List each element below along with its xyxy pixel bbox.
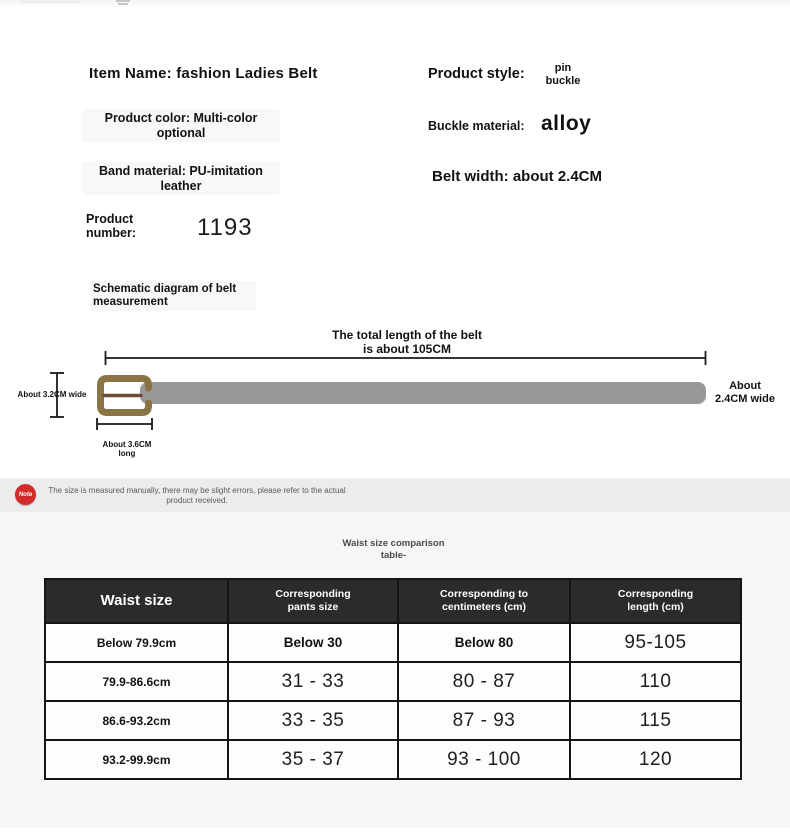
buckle-length-label: About 3.6CM long xyxy=(102,440,152,458)
cell-waist: 93.2-99.9cm xyxy=(45,740,228,779)
schematic-title: Schematic diagram of belt measurement xyxy=(90,281,256,311)
buckle-material-label: Buckle material: xyxy=(428,119,525,133)
cell-length: 115 xyxy=(570,701,741,740)
cell-cm: 87 - 93 xyxy=(398,701,570,740)
buckle-material-value: alloy xyxy=(541,112,592,135)
product-color-text: Product color: Multi-color optional xyxy=(82,109,280,142)
table-row xyxy=(45,623,741,662)
width-left-label: About 3.2CM wide xyxy=(17,390,87,399)
top-edge-artifact xyxy=(20,1,80,3)
top-edge-strip xyxy=(0,0,790,8)
cell-pants: 33 - 35 xyxy=(228,701,398,740)
cell-pants: Below 30 xyxy=(228,623,398,662)
top-edge-artifact xyxy=(118,3,128,5)
table-row xyxy=(45,740,741,779)
note-badge: Note xyxy=(15,484,36,505)
cell-length: 95-105 xyxy=(570,623,741,662)
belt-diagram xyxy=(0,320,790,460)
waist-size-table xyxy=(44,578,742,780)
cell-cm: 80 - 87 xyxy=(398,662,570,701)
cell-waist: 79.9-86.6cm xyxy=(45,662,228,701)
cell-length: 110 xyxy=(570,662,741,701)
product-number-label: Product number: xyxy=(86,212,136,240)
col-header-pants-size: Corresponding pants size xyxy=(228,579,398,623)
col-header-centimeters: Corresponding to centimeters (cm) xyxy=(398,579,570,623)
item-name-text: Item Name: fashion Ladies Belt xyxy=(89,65,318,82)
product-style-value: pin buckle xyxy=(545,62,581,87)
col-header-waist-size: Waist size xyxy=(45,579,228,623)
cell-pants: 31 - 33 xyxy=(228,662,398,701)
note-text: The size is measured manually, there may be slight errors, please refer to the actual product received. xyxy=(48,486,346,506)
cell-waist: Below 79.9cm xyxy=(45,623,228,662)
table-caption: Waist size comparison table- xyxy=(342,538,445,561)
total-length-line1: The total length of the belt xyxy=(332,328,482,342)
product-number-value: 1193 xyxy=(197,214,253,241)
col-header-length: Corresponding length (cm) xyxy=(570,579,741,623)
cell-cm: Below 80 xyxy=(398,623,570,662)
top-edge-artifact xyxy=(116,0,130,2)
total-length-line2: is about 105CM xyxy=(362,342,452,357)
width-right-label: About 2.4CM wide xyxy=(715,380,775,405)
belt-width-text: Belt width: about 2.4CM xyxy=(432,168,602,185)
table-header-row xyxy=(45,579,741,623)
table-row xyxy=(45,701,741,740)
cell-length: 120 xyxy=(570,740,741,779)
belt-strap xyxy=(140,382,706,404)
table-row xyxy=(45,662,741,701)
product-style-label: Product style: xyxy=(428,66,525,82)
cell-waist: 86.6-93.2cm xyxy=(45,701,228,740)
cell-cm: 93 - 100 xyxy=(398,740,570,779)
cell-pants: 35 - 37 xyxy=(228,740,398,779)
band-material-text: Band material: PU-imitation leather xyxy=(82,162,280,195)
